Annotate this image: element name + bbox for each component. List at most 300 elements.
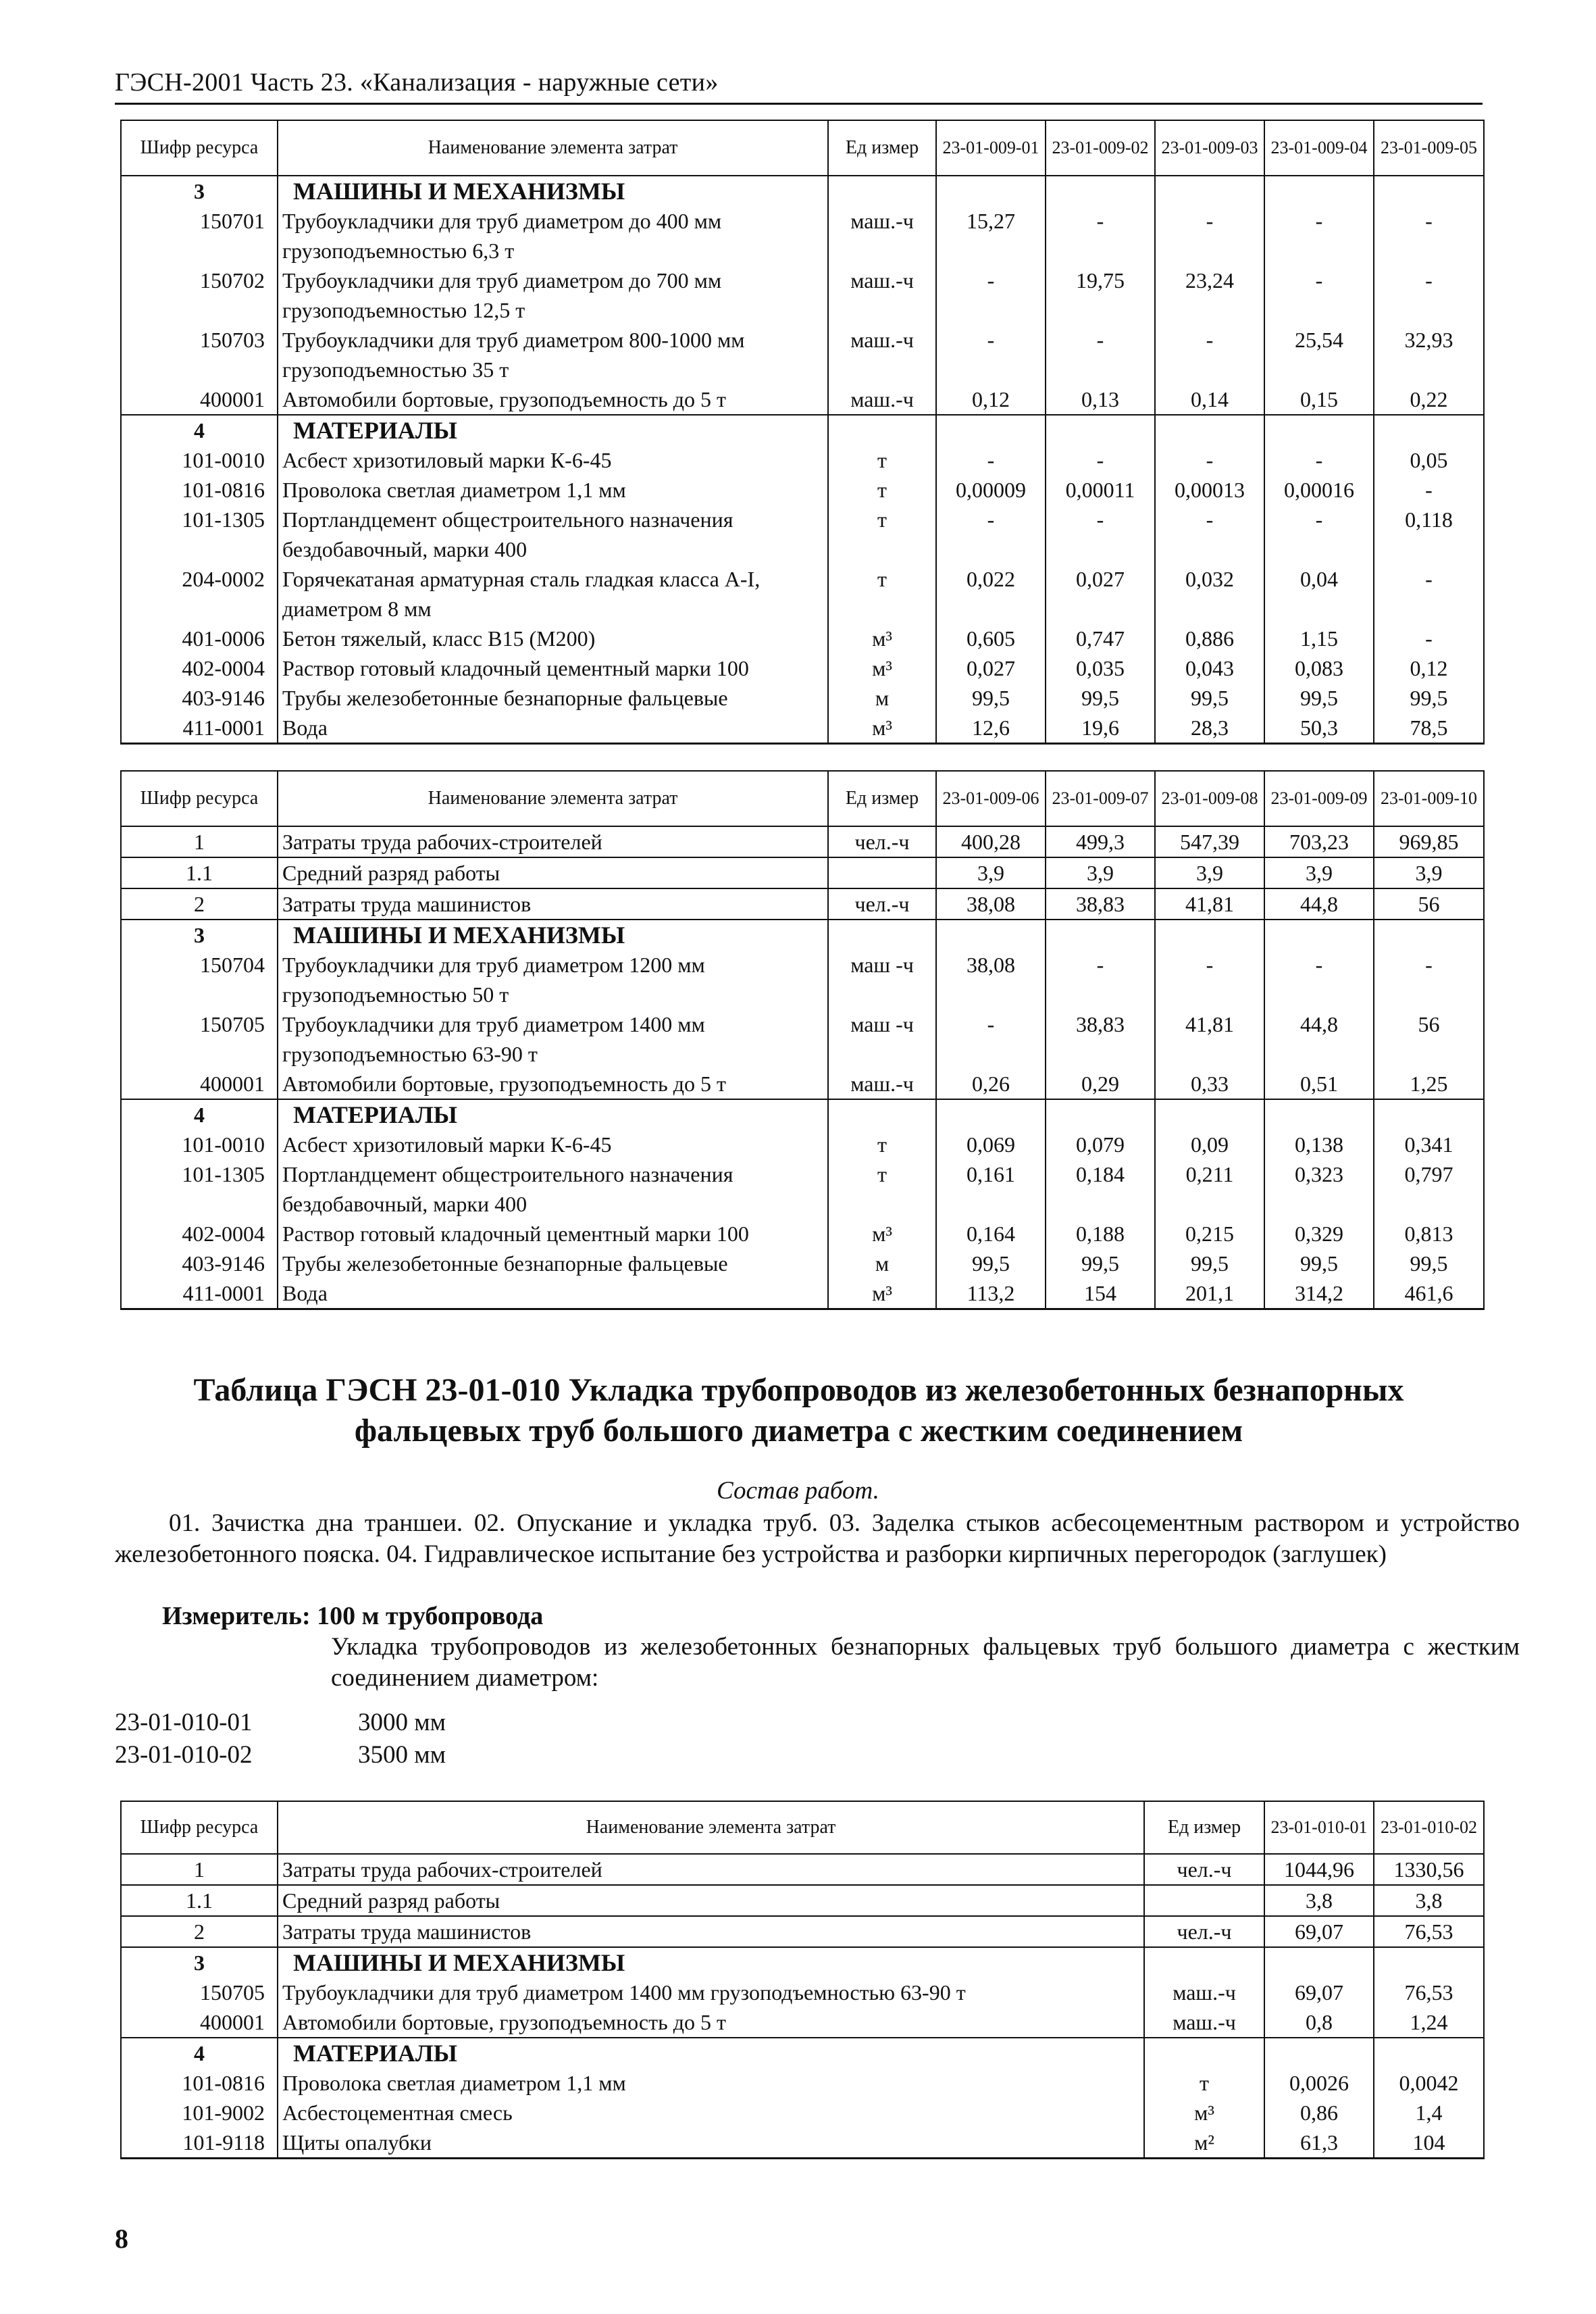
table-row: [121, 206, 1484, 266]
table-row: [121, 1219, 1484, 1249]
col-header-name: Наименование элемента затрат: [278, 120, 828, 176]
norm-value: -: [1046, 950, 1155, 1009]
norm-value: -: [1155, 505, 1264, 564]
composition-text: 01. Зачистка дна траншеи. 02. Опускание и укладка труб. 03. Заделка стыков асбесоцементным раствором и устройство железобетонного пояска. 04. Гидравлическое испытание без устройства и разборки кирпичных перегородок (заглушек): [115, 1509, 1520, 1568]
section-title: МАШИНЫ И МЕХАНИЗМЫ: [278, 176, 828, 206]
section-row: [121, 1099, 1484, 1130]
table-row: [121, 1159, 1484, 1219]
norm-value: 104: [1374, 2128, 1484, 2159]
norm-value: 78,5: [1374, 713, 1484, 744]
section-row: [121, 415, 1484, 445]
table-row: [121, 475, 1484, 505]
resource-code: 150704: [121, 950, 278, 1009]
unit: м: [828, 683, 936, 713]
resource-name: Затраты труда рабочих-строителей: [278, 1854, 1144, 1885]
resource-code: 150705: [121, 1978, 278, 2007]
norm-value: [1374, 1099, 1484, 1130]
norm-value: [1264, 2038, 1374, 2068]
unit: [828, 415, 936, 445]
norm-value: [1264, 415, 1374, 445]
norm-value: [1264, 1099, 1374, 1130]
norm-value: -: [1155, 950, 1264, 1009]
norm-value: 28,3: [1155, 713, 1264, 744]
norm-value: 0,083: [1264, 653, 1374, 683]
resource-name: Трубоукладчики для труб диаметром 1200 мм грузоподъемностью 50 т: [278, 950, 828, 1009]
unit: м³: [828, 713, 936, 744]
norm-value: [1374, 415, 1484, 445]
table-row: [121, 564, 1484, 624]
col-header-code: Шифр ресурса: [121, 771, 278, 826]
col-header-unit: Ед измер: [828, 771, 936, 826]
norm-value: 76,53: [1374, 1978, 1484, 2007]
unit: маш.-ч: [828, 1069, 936, 1099]
norm-value: 12,6: [936, 713, 1046, 744]
unit: т: [1144, 2068, 1264, 2098]
unit: маш.-ч: [1144, 1978, 1264, 2007]
resource-code: 101-0816: [121, 475, 278, 505]
composition-heading: Состав работ.: [717, 1477, 879, 1505]
unit: т: [828, 1159, 936, 1219]
unit: [1144, 1885, 1264, 1916]
norm-value: -: [1374, 950, 1484, 1009]
unit: маш.-ч: [1144, 2007, 1264, 2038]
col-header-norm: 23-01-009-04: [1264, 120, 1374, 176]
resource-name: Трубоукладчики для труб диаметром до 400 мм грузоподъемностью 6,3 т: [278, 206, 828, 266]
unit: [1144, 1947, 1264, 1978]
unit: м²: [1144, 2128, 1264, 2159]
norm-value: 0,797: [1374, 1159, 1484, 1219]
norm-value: 201,1: [1155, 1278, 1264, 1309]
unit: [828, 1099, 936, 1130]
norm-value: 56: [1374, 1009, 1484, 1069]
norm-value: 44,8: [1264, 888, 1374, 920]
norm-value: -: [1046, 505, 1155, 564]
norm-value: 0,12: [1374, 653, 1484, 683]
unit: м³: [828, 653, 936, 683]
table-body: [121, 826, 1484, 1309]
unit: чел.-ч: [1144, 1854, 1264, 1885]
table-row: [121, 1916, 1484, 1947]
resource-code: 2: [121, 888, 278, 920]
norm-value: 69,07: [1264, 1916, 1374, 1947]
resource-code: 4: [121, 1099, 278, 1130]
resource-name: Раствор готовый кладочный цементный марки 100: [278, 653, 828, 683]
norm-value: 0,027: [1046, 564, 1155, 624]
norm-value: 1044,96: [1264, 1854, 1374, 1885]
table-row: [121, 1278, 1484, 1309]
norm-value: -: [1046, 325, 1155, 384]
norm-value: [1264, 1947, 1374, 1978]
resource-name: Затраты труда машинистов: [278, 1916, 1144, 1947]
table-body: [121, 1854, 1484, 2159]
norm-value: 99,5: [936, 1249, 1046, 1278]
resource-table-010: [120, 1801, 1485, 2159]
resource-name: Проволока светлая диаметром 1,1 мм: [278, 475, 828, 505]
norm-value: 3,9: [1046, 857, 1155, 888]
norm-value: 314,2: [1264, 1278, 1374, 1309]
table-010-title: Таблица ГЭСН 23-01-010 Укладка трубопроводов из железобетонных безнапорных фальцевых труб большого диаметра с жестким соединением: [193, 1372, 1404, 1449]
norm-value: 0,00013: [1155, 475, 1264, 505]
norm-value: 19,75: [1046, 266, 1155, 325]
norm-value: 50,3: [1264, 713, 1374, 744]
variant-code: 23-01-010-01: [115, 1709, 253, 1736]
resource-name: Бетон тяжелый, класс В15 (М200): [278, 624, 828, 653]
unit: м: [828, 1249, 936, 1278]
resource-code: 150702: [121, 266, 278, 325]
unit: [1144, 2038, 1264, 2068]
norm-value: 547,39: [1155, 826, 1264, 857]
norm-value: 0,323: [1264, 1159, 1374, 1219]
norm-value: 0,161: [936, 1159, 1046, 1219]
resource-name: Средний разряд работы: [278, 1885, 1144, 1916]
resource-code: 411-0001: [121, 1278, 278, 1309]
norm-value: [936, 920, 1046, 950]
resource-name: Раствор готовый кладочный цементный марки 100: [278, 1219, 828, 1249]
unit: [828, 857, 936, 888]
norm-value: 38,83: [1046, 1009, 1155, 1069]
resource-name: Вода: [278, 713, 828, 744]
norm-value: 99,5: [1046, 1249, 1155, 1278]
norm-value: 0,04: [1264, 564, 1374, 624]
resource-code: 101-0010: [121, 445, 278, 475]
resource-table-009-01-05: [120, 120, 1485, 745]
section-title: МАШИНЫ И МЕХАНИЗМЫ: [278, 1947, 1144, 1978]
norm-value: -: [1155, 325, 1264, 384]
norm-value: 0,035: [1046, 653, 1155, 683]
norm-value: 99,5: [1374, 1249, 1484, 1278]
table-row: [121, 325, 1484, 384]
norm-value: 99,5: [1264, 683, 1374, 713]
norm-value: -: [1046, 445, 1155, 475]
col-header-name: Наименование элемента затрат: [278, 1801, 1144, 1854]
unit: маш.-ч: [828, 206, 936, 266]
col-header-norm: 23-01-009-05: [1374, 120, 1484, 176]
norm-value: 0,26: [936, 1069, 1046, 1099]
resource-code: 400001: [121, 384, 278, 415]
norm-value: 3,8: [1264, 1885, 1374, 1916]
norm-value: 23,24: [1155, 266, 1264, 325]
norm-value: 0,164: [936, 1219, 1046, 1249]
norm-value: 99,5: [1155, 1249, 1264, 1278]
resource-code: 403-9146: [121, 683, 278, 713]
resource-name: Проволока светлая диаметром 1,1 мм: [278, 2068, 1144, 2098]
resource-code: 4: [121, 415, 278, 445]
norm-value: -: [936, 325, 1046, 384]
norm-value: -: [1264, 266, 1374, 325]
norm-value: [1155, 176, 1264, 206]
norm-value: [1264, 920, 1374, 950]
resource-name: Трубоукладчики для труб диаметром 1400 мм грузоподъемностью 63-90 т: [278, 1978, 1144, 2007]
norm-value: 69,07: [1264, 1978, 1374, 2007]
norm-value: -: [1264, 505, 1374, 564]
norm-value: 0,8: [1264, 2007, 1374, 2038]
resource-code: 101-9002: [121, 2098, 278, 2128]
norm-value: 0,079: [1046, 1130, 1155, 1159]
variant-code: 23-01-010-02: [115, 1741, 253, 1769]
table-row: [121, 2068, 1484, 2098]
resource-name: Портландцемент общестроительного назначения бездобавочный, марки 400: [278, 505, 828, 564]
col-header-norm: 23-01-009-09: [1264, 771, 1374, 826]
norm-value: 32,93: [1374, 325, 1484, 384]
norm-value: 0,29: [1046, 1069, 1155, 1099]
col-header-name: Наименование элемента затрат: [278, 771, 828, 826]
col-header-norm: 23-01-009-01: [936, 120, 1046, 176]
table-row: [121, 1885, 1484, 1916]
section-row: [121, 1947, 1484, 1978]
resource-code: 1.1: [121, 857, 278, 888]
norm-value: 0,069: [936, 1130, 1046, 1159]
norm-value: 0,15: [1264, 384, 1374, 415]
resource-code: 3: [121, 1947, 278, 1978]
norm-value: 44,8: [1264, 1009, 1374, 1069]
norm-value: 0,118: [1374, 505, 1484, 564]
table-row: [121, 384, 1484, 415]
table-row: [121, 2007, 1484, 2038]
norm-value: 703,23: [1264, 826, 1374, 857]
resource-name: Автомобили бортовые, грузоподъемность до 5 т: [278, 2007, 1144, 2038]
resource-code: 1: [121, 1854, 278, 1885]
resource-code: 3: [121, 920, 278, 950]
unit: чел.-ч: [828, 826, 936, 857]
unit: т: [828, 1130, 936, 1159]
norm-value: [936, 1099, 1046, 1130]
norm-value: 38,08: [936, 950, 1046, 1009]
norm-value: 99,5: [1264, 1249, 1374, 1278]
norm-value: 0,032: [1155, 564, 1264, 624]
resource-code: 101-0816: [121, 2068, 278, 2098]
section-row: [121, 2038, 1484, 2068]
norm-value: 0,022: [936, 564, 1046, 624]
resource-name: Автомобили бортовые, грузоподъемность до 5 т: [278, 384, 828, 415]
header-rule: [115, 103, 1483, 105]
norm-value: 56: [1374, 888, 1484, 920]
resource-code: 204-0002: [121, 564, 278, 624]
resource-code: 1.1: [121, 1885, 278, 1916]
resource-code: 101-0010: [121, 1130, 278, 1159]
section-row: [121, 176, 1484, 206]
norm-value: 0,51: [1264, 1069, 1374, 1099]
resource-code: 150701: [121, 206, 278, 266]
norm-value: -: [936, 266, 1046, 325]
resource-name: Трубоукладчики для труб диаметром 800-1000 мм грузоподъемностью 35 т: [278, 325, 828, 384]
norm-value: [1155, 1099, 1264, 1130]
running-header: ГЭСН-2001 Часть 23. «Канализация - наружные сети»: [115, 68, 719, 97]
norm-value: [1374, 2038, 1484, 2068]
unit: м³: [1144, 2098, 1264, 2128]
variant-line: [115, 1740, 446, 1771]
norm-value: -: [1374, 206, 1484, 266]
norm-value: -: [1046, 206, 1155, 266]
unit: [828, 920, 936, 950]
norm-value: 19,6: [1046, 713, 1155, 744]
norm-value: [1046, 1099, 1155, 1130]
norm-value: 1330,56: [1374, 1854, 1484, 1885]
norm-value: -: [1264, 206, 1374, 266]
col-header-code: Шифр ресурса: [121, 120, 278, 176]
unit: м³: [828, 1278, 936, 1309]
norm-value: 0,138: [1264, 1130, 1374, 1159]
norm-value: -: [1374, 266, 1484, 325]
unit: м³: [828, 624, 936, 653]
resource-name: Трубы железобетонные безнапорные фальцевые: [278, 683, 828, 713]
table-row: [121, 1978, 1484, 2007]
resource-code: 402-0004: [121, 653, 278, 683]
section-title: МАТЕРИАЛЫ: [278, 2038, 1144, 2068]
table-row: [121, 1130, 1484, 1159]
table-row: [121, 1854, 1484, 1885]
norm-value: 0,00009: [936, 475, 1046, 505]
section-title: МАШИНЫ И МЕХАНИЗМЫ: [278, 920, 828, 950]
resource-name: Асбестоцементная смесь: [278, 2098, 1144, 2128]
col-header-norm: 23-01-009-03: [1155, 120, 1264, 176]
resource-name: Трубоукладчики для труб диаметром до 700 мм грузоподъемностью 12,5 т: [278, 266, 828, 325]
norm-value: 76,53: [1374, 1916, 1484, 1947]
resource-name: Средний разряд работы: [278, 857, 828, 888]
norm-value: [1374, 920, 1484, 950]
table-row: [121, 624, 1484, 653]
variant-line: [115, 1707, 446, 1738]
col-header-norm: 23-01-009-06: [936, 771, 1046, 826]
norm-value: 0,747: [1046, 624, 1155, 653]
table-row: [121, 1009, 1484, 1069]
norm-value: 1,15: [1264, 624, 1374, 653]
norm-value: -: [1264, 445, 1374, 475]
resource-name: Щиты опалубки: [278, 2128, 1144, 2159]
table-row: [121, 950, 1484, 1009]
norm-value: 1,25: [1374, 1069, 1484, 1099]
norm-value: 0,027: [936, 653, 1046, 683]
table-row: [121, 888, 1484, 920]
norm-value: -: [1374, 475, 1484, 505]
table-row: [121, 683, 1484, 713]
resource-code: 101-9118: [121, 2128, 278, 2159]
unit: т: [828, 505, 936, 564]
col-header-norm: 23-01-009-02: [1046, 120, 1155, 176]
norm-value: 3,9: [1374, 857, 1484, 888]
unit: маш.-ч: [828, 325, 936, 384]
variant-value: 3000 мм: [358, 1709, 446, 1736]
norm-value: 3,9: [1155, 857, 1264, 888]
norm-value: 3,9: [936, 857, 1046, 888]
table-row: [121, 445, 1484, 475]
table-row: [121, 826, 1484, 857]
norm-value: 400,28: [936, 826, 1046, 857]
section-row: [121, 920, 1484, 950]
norm-value: [1264, 176, 1374, 206]
meter-line: Измеритель: 100 м трубопровода: [162, 1602, 544, 1630]
table-row: [121, 2098, 1484, 2128]
resource-code: 2: [121, 1916, 278, 1947]
norm-value: [1155, 415, 1264, 445]
unit: маш -ч: [828, 950, 936, 1009]
norm-value: 38,08: [936, 888, 1046, 920]
norm-value: 3,9: [1264, 857, 1374, 888]
resource-name: Затраты труда рабочих-строителей: [278, 826, 828, 857]
unit: маш -ч: [828, 1009, 936, 1069]
norm-value: 499,3: [1046, 826, 1155, 857]
resource-name: Автомобили бортовые, грузоподъемность до 5 т: [278, 1069, 828, 1099]
norm-value: -: [1264, 950, 1374, 1009]
table-row: [121, 857, 1484, 888]
unit: м³: [828, 1219, 936, 1249]
norm-value: [936, 415, 1046, 445]
resource-name: Трубоукладчики для труб диаметром 1400 мм грузоподъемностью 63-90 т: [278, 1009, 828, 1069]
table-row: [121, 505, 1484, 564]
norm-value: 0,605: [936, 624, 1046, 653]
table-body: [121, 176, 1484, 744]
unit: чел.-ч: [828, 888, 936, 920]
norm-value: 0,211: [1155, 1159, 1264, 1219]
norm-value: 0,12: [936, 384, 1046, 415]
resource-code: 150703: [121, 325, 278, 384]
col-header-norm: 23-01-010-01: [1264, 1801, 1374, 1854]
norm-value: 41,81: [1155, 888, 1264, 920]
resource-name: Асбест хризотиловый марки К-6-45: [278, 445, 828, 475]
table-row: [121, 266, 1484, 325]
page-number: 8: [115, 2223, 128, 2254]
norm-value: 0,05: [1374, 445, 1484, 475]
resource-code: 101-1305: [121, 505, 278, 564]
resource-code: 411-0001: [121, 713, 278, 744]
section-title: МАТЕРИАЛЫ: [278, 415, 828, 445]
variants-intro: Укладка трубопроводов из железобетонных безнапорных фальцевых труб большого диаметра с жестким соединением диаметром:: [331, 1633, 1520, 1692]
norm-value: 0,813: [1374, 1219, 1484, 1249]
norm-value: 0,00016: [1264, 475, 1374, 505]
norm-value: 0,13: [1046, 384, 1155, 415]
col-header-norm: 23-01-009-08: [1155, 771, 1264, 826]
norm-value: 0,188: [1046, 1219, 1155, 1249]
col-header-norm: 23-01-009-07: [1046, 771, 1155, 826]
unit: чел.-ч: [1144, 1916, 1264, 1947]
resource-code: 150705: [121, 1009, 278, 1069]
norm-value: 0,341: [1374, 1130, 1484, 1159]
norm-value: 38,83: [1046, 888, 1155, 920]
norm-value: [1374, 176, 1484, 206]
norm-value: 1,4: [1374, 2098, 1484, 2128]
norm-value: 154: [1046, 1278, 1155, 1309]
norm-value: 0,0042: [1374, 2068, 1484, 2098]
norm-value: 0,215: [1155, 1219, 1264, 1249]
norm-value: -: [936, 445, 1046, 475]
norm-value: 25,54: [1264, 325, 1374, 384]
resource-name: Горячекатаная арматурная сталь гладкая класса А-I, диаметром 8 мм: [278, 564, 828, 624]
resource-code: 400001: [121, 2007, 278, 2038]
norm-value: 99,5: [1046, 683, 1155, 713]
norm-value: -: [936, 1009, 1046, 1069]
norm-value: -: [1374, 564, 1484, 624]
col-header-norm: 23-01-010-02: [1374, 1801, 1484, 1854]
norm-value: 99,5: [936, 683, 1046, 713]
norm-value: 0,043: [1155, 653, 1264, 683]
resource-name: Трубы железобетонные безнапорные фальцевые: [278, 1249, 828, 1278]
norm-value: -: [936, 505, 1046, 564]
norm-value: 0,33: [1155, 1069, 1264, 1099]
table-row: [121, 2128, 1484, 2159]
norm-value: [1374, 1947, 1484, 1978]
norm-value: [1046, 920, 1155, 950]
unit: маш.-ч: [828, 384, 936, 415]
norm-value: 3,8: [1374, 1885, 1484, 1916]
norm-value: 969,85: [1374, 826, 1484, 857]
table-row: [121, 1249, 1484, 1278]
col-header-unit: Ед измер: [1144, 1801, 1264, 1854]
norm-value: 99,5: [1155, 683, 1264, 713]
col-header-unit: Ед измер: [828, 120, 936, 176]
resource-code: 4: [121, 2038, 278, 2068]
norm-value: [1046, 176, 1155, 206]
table-row: [121, 1069, 1484, 1099]
resource-name: Асбест хризотиловый марки К-6-45: [278, 1130, 828, 1159]
